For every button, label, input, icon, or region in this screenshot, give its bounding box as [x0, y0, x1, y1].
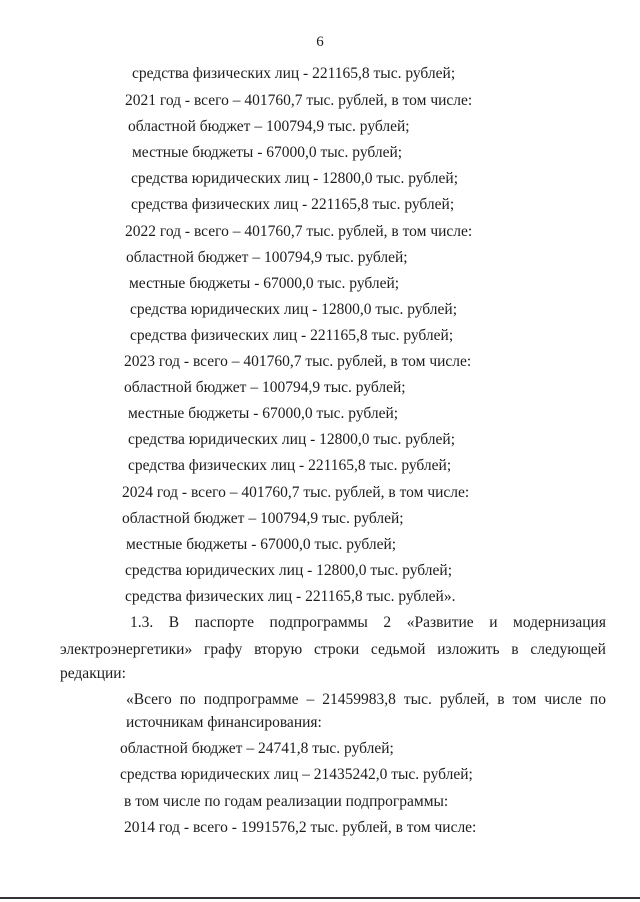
word: по — [589, 691, 606, 708]
text-line: источникам финансирования: — [126, 714, 322, 731]
word: рублей, — [439, 691, 490, 708]
word: паспорте — [194, 614, 254, 631]
paragraph-line-electro — [60, 640, 606, 660]
word: изложить — [437, 641, 500, 658]
word: числе — [544, 691, 582, 708]
word: в — [497, 691, 505, 708]
word: следующей — [530, 641, 606, 658]
text-line: средства физических лиц - 221165,8 тыс. рублей». — [125, 588, 456, 605]
word: и — [489, 614, 498, 631]
text-line: областной бюджет – 100794,9 тыс. рублей; — [124, 379, 406, 396]
word: 21459983,8 — [322, 691, 396, 708]
word: 2 — [383, 614, 392, 631]
paragraph-line-vsego — [126, 690, 606, 710]
paragraph-line-1-3 — [130, 613, 606, 633]
text-line: в том числе по годам реализации подпрограммы: — [124, 793, 449, 810]
text-line: местные бюджеты - 67000,0 тыс. рублей; — [129, 275, 400, 292]
text-line: средства юридических лиц - 12800,0 тыс. рублей; — [128, 431, 456, 448]
word: «Всего — [126, 691, 172, 708]
text-line: местные бюджеты - 67000,0 тыс. рублей; — [126, 536, 397, 553]
word: модернизация — [513, 614, 606, 631]
text-line: 2023 год - всего – 401760,7 тыс. рублей, в том числе: — [124, 353, 472, 370]
word: седьмой — [370, 641, 426, 658]
text-line: 2021 год - всего – 401760,7 тыс. рублей, в том числе: — [125, 92, 473, 109]
text-line: областной бюджет – 100794,9 тыс. рублей; — [122, 510, 404, 527]
text-line: редакции: — [60, 665, 126, 682]
text-line: средства юридических лиц - 12800,0 тыс. рублей; — [125, 562, 453, 579]
text-line: средства юридических лиц - 12800,0 тыс. рублей; — [130, 301, 458, 318]
word: в — [511, 641, 519, 658]
word: 1.3. — [130, 614, 154, 631]
text-line: средства физических лиц - 221165,8 тыс. рублей; — [130, 327, 454, 344]
word: «Развитие — [406, 614, 474, 631]
word: по — [179, 691, 196, 708]
text-line: средства юридических лиц - 12800,0 тыс. рублей; — [131, 170, 459, 187]
text-line: местные бюджеты - 67000,0 тыс. рублей; — [132, 144, 403, 161]
text-line: средства физических лиц - 221165,8 тыс. рублей; — [131, 196, 455, 213]
word: В — [168, 614, 180, 631]
word: вторую — [254, 641, 303, 658]
bottom-border — [0, 897, 640, 899]
text-line: 2022 год - всего – 401760,7 тыс. рублей, в том числе: — [125, 223, 473, 240]
text-line: средства физических лиц - 221165,8 тыс. рублей; — [128, 457, 452, 474]
word: электроэнергетики» — [60, 641, 193, 658]
page-number: 6 — [316, 34, 324, 50]
word: строки — [313, 641, 360, 658]
text-line: 2014 год - всего - 1991576,2 тыс. рублей, в том числе: — [124, 819, 477, 836]
word: тыс. — [403, 691, 432, 708]
word: том — [512, 691, 537, 708]
word: графу — [203, 641, 243, 658]
text-line: областной бюджет – 100794,9 тыс. рублей; — [126, 249, 408, 266]
word: – — [306, 691, 315, 708]
text-line: средства юридических лиц – 21435242,0 тыс. рублей; — [120, 766, 473, 783]
text-line: средства физических лиц - 221165,8 тыс. рублей; — [132, 65, 456, 82]
text-line: 2024 год - всего – 401760,7 тыс. рублей, в том числе: — [122, 484, 470, 501]
text-line: областной бюджет – 100794,9 тыс. рублей; — [128, 118, 410, 135]
text-line: местные бюджеты - 67000,0 тыс. рублей; — [128, 405, 399, 422]
word: подпрограмме — [203, 691, 299, 708]
text-line: областной бюджет – 24741,8 тыс. рублей; — [120, 740, 394, 757]
word: подпрограммы — [269, 614, 368, 631]
